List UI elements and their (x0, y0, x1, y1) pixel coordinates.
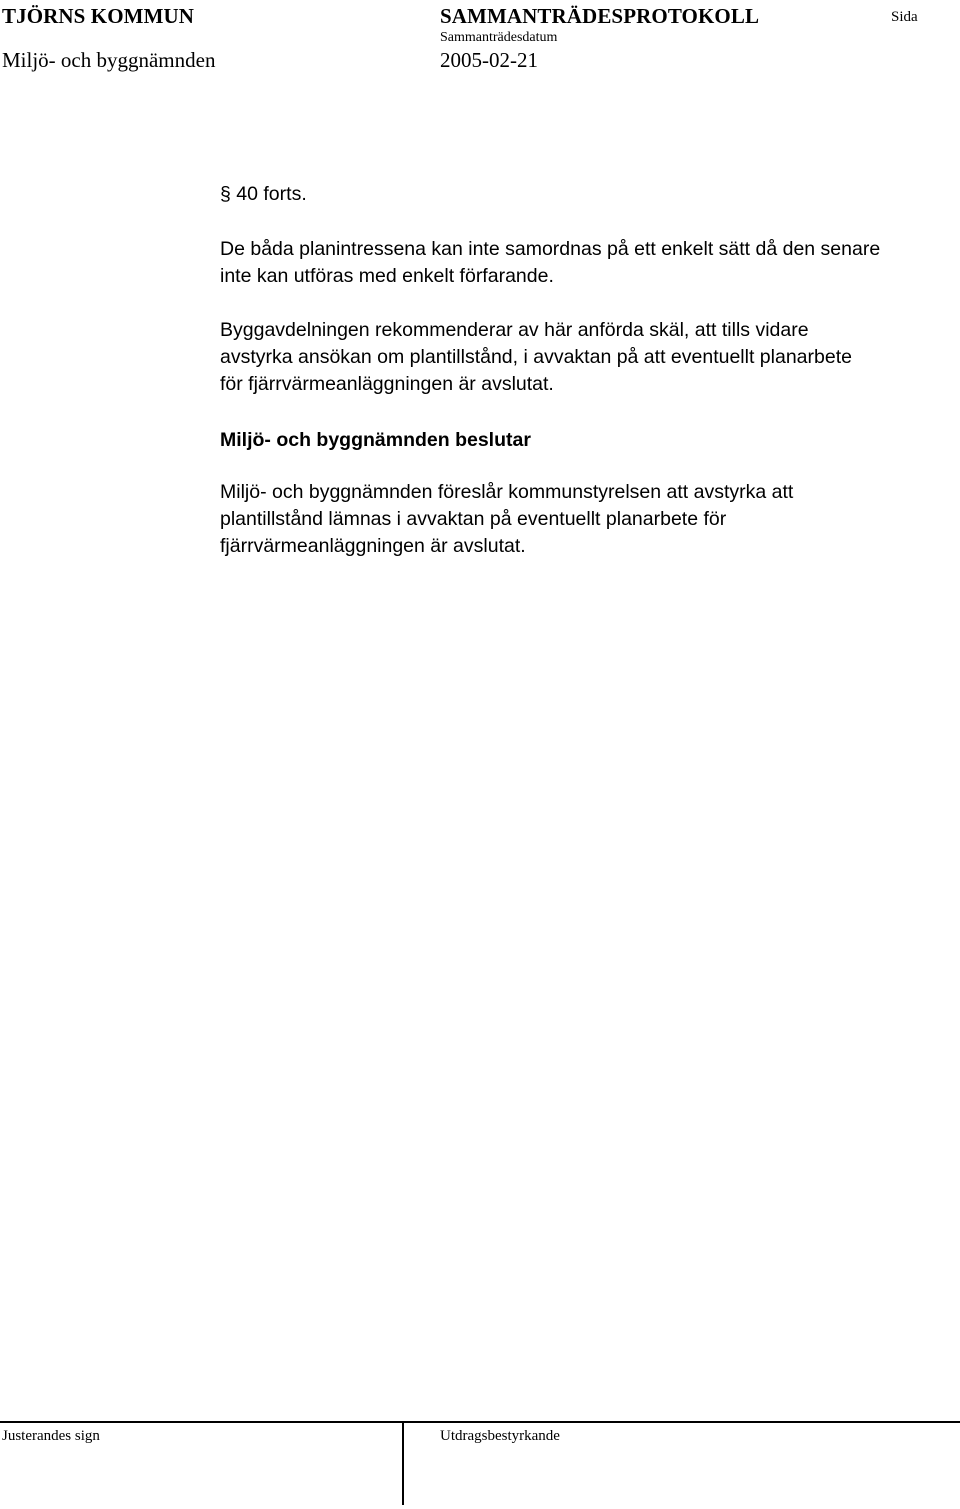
decision-paragraph (220, 479, 793, 560)
paragraph-2 (220, 317, 852, 398)
footer-divider (402, 1421, 404, 1505)
paragraph-line: fjärrvärmeanläggningen är avslutat. (220, 535, 526, 557)
paragraph-line: avstyrka ansökan om plantillstånd, i avvaktan på att eventuellt planarbete (220, 346, 852, 368)
paragraph-line: Byggavdelningen rekommenderar av här anförda skäl, att tills vidare (220, 319, 809, 341)
paragraph-1 (220, 236, 880, 290)
organization-name: TJÖRNS KOMMUN (2, 4, 195, 28)
paragraph-line: Miljö- och byggnämnden föreslår kommunstyrelsen att avstyrka att (220, 481, 794, 503)
section-symbol: § (220, 183, 231, 205)
paragraph-line: inte kan utföras med enkelt förfarande. (220, 265, 554, 287)
document-type: SAMMANTRÄDESPROTOKOLL (440, 4, 760, 28)
section-reference (220, 181, 307, 208)
footer-rule (0, 1421, 960, 1423)
section-number: 40 forts. (236, 183, 307, 205)
meeting-date-label: Sammanträdesdatum (440, 30, 558, 45)
meeting-date: 2005-02-21 (440, 48, 538, 72)
paragraph-line: för fjärrvärmeanläggningen är avslutat. (220, 373, 554, 395)
paragraph-line: De båda planintressena kan inte samordnas på ett enkelt sätt då den senare (220, 238, 881, 260)
certification-label: Utdragsbestyrkande (440, 1428, 560, 1444)
decision-heading: Miljö- och byggnämnden beslutar (220, 429, 531, 451)
signature-label: Justerandes sign (2, 1428, 100, 1444)
page-label: Sida (891, 9, 918, 25)
paragraph-line: plantillstånd lämnas i avvaktan på eventuellt planarbete för (220, 508, 727, 530)
committee-name: Miljö- och byggnämnden (2, 48, 216, 72)
